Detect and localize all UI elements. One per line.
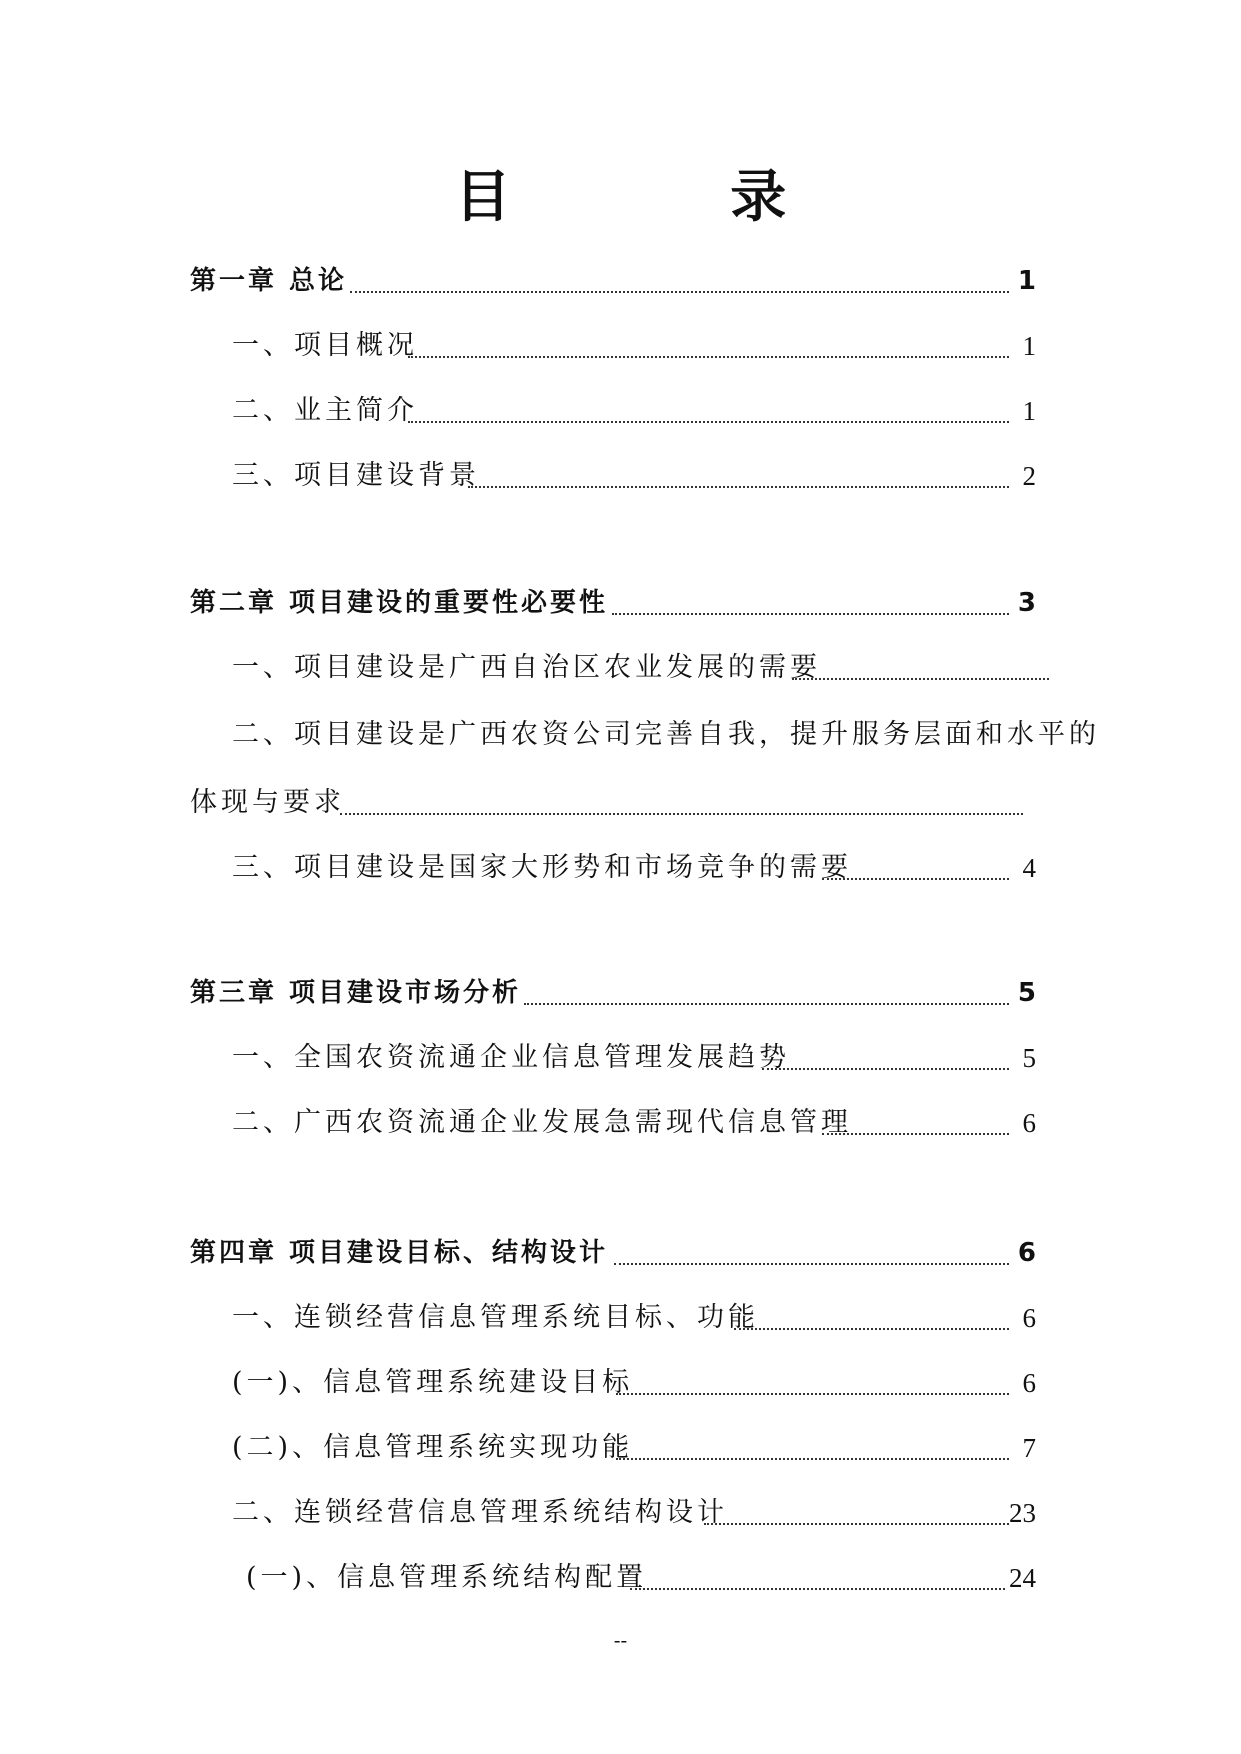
toc-leader xyxy=(630,1588,1005,1590)
toc-entry-chapter-3[interactable] xyxy=(0,970,1241,1010)
toc-entry[interactable] xyxy=(0,1360,1241,1400)
toc-entry-label: 三、项目建设背景 xyxy=(232,460,480,491)
toc-entry-label: 一、全国农资流通企业信息管理发展趋势 xyxy=(232,1042,790,1073)
toc-entry-page: 6 xyxy=(1022,1303,1036,1333)
toc-leader xyxy=(468,486,1009,488)
toc-entry-label: 第一章 总论 xyxy=(190,266,348,296)
toc-entry-page: 24 xyxy=(1009,1563,1036,1593)
toc-leader xyxy=(524,1003,1009,1005)
toc-leader xyxy=(408,421,1009,423)
toc-entry-label: (一)、信息管理系统结构配置 xyxy=(246,1562,648,1593)
toc-entry[interactable] xyxy=(0,388,1241,428)
toc-entry[interactable] xyxy=(0,645,1241,685)
toc-entry-label[interactable]: 二、项目建设是广西农资公司完善自我，提升服务层面和水平的 xyxy=(232,719,1100,750)
toc-entry-chapter-1[interactable] xyxy=(0,258,1241,298)
toc-entry[interactable] xyxy=(0,780,1241,820)
toc-leader xyxy=(762,1068,1009,1070)
toc-entry-label: 第四章 项目建设目标、结构设计 xyxy=(190,1238,609,1268)
toc-entry[interactable] xyxy=(0,453,1241,493)
toc-entry-label: 三、项目建设是国家大形势和市场竞争的需要 xyxy=(232,852,852,883)
toc-entry-page: 4 xyxy=(1022,853,1036,883)
toc-entry[interactable] xyxy=(0,1555,1241,1595)
toc-entry[interactable] xyxy=(0,1490,1241,1530)
toc-entry-page: 5 xyxy=(1022,1043,1036,1073)
toc-entry-chapter-2[interactable] xyxy=(0,580,1241,620)
toc-entry-label: 二、广西农资流通企业发展急需现代信息管理 xyxy=(232,1107,852,1138)
toc-entry-continuation: 体现与要求 xyxy=(190,787,345,818)
toc-leader xyxy=(408,356,1009,358)
toc-entry[interactable] xyxy=(0,1035,1241,1075)
toc-entry-page: 6 xyxy=(1022,1108,1036,1138)
toc-leader xyxy=(340,813,1023,815)
toc-entry[interactable] xyxy=(0,1100,1241,1140)
toc-entry-page: 2 xyxy=(1022,461,1036,491)
toc-leader xyxy=(616,1393,1009,1395)
toc-entry-label: 第三章 项目建设市场分析 xyxy=(190,978,522,1008)
toc-entry-label: 一、连锁经营信息管理系统目标、功能 xyxy=(232,1302,759,1333)
toc-leader xyxy=(822,878,1009,880)
toc-entry-page: 3 xyxy=(1017,588,1036,618)
toc-entry[interactable] xyxy=(0,1425,1241,1465)
toc-entry[interactable] xyxy=(0,323,1241,363)
toc-entry[interactable] xyxy=(0,1295,1241,1335)
toc-leader xyxy=(350,291,1009,293)
toc-entry-page: 1 xyxy=(1022,396,1036,426)
toc-entry-label: (一)、信息管理系统建设目标 xyxy=(232,1367,634,1398)
toc-title: 目 录 xyxy=(454,165,887,230)
toc-leader xyxy=(612,613,1009,615)
toc-entry-page: 7 xyxy=(1022,1433,1036,1463)
toc-leader xyxy=(614,1263,1009,1265)
toc-leader xyxy=(734,1328,1009,1330)
toc-entry-page: 6 xyxy=(1022,1368,1036,1398)
toc-entry-page: 1 xyxy=(1022,331,1036,361)
page-footer: -- xyxy=(613,1628,628,1652)
toc-entry-label: (二)、信息管理系统实现功能 xyxy=(232,1432,634,1463)
toc-leader xyxy=(704,1523,1009,1525)
toc-entry-page: 6 xyxy=(1017,1238,1036,1268)
toc-leader xyxy=(792,678,1049,680)
toc-entry-page: 5 xyxy=(1017,978,1036,1008)
toc-entry-label: 一、项目概况 xyxy=(232,330,418,361)
toc-entry-page: 23 xyxy=(1009,1498,1036,1528)
toc-entry-label: 二、连锁经营信息管理系统结构设计 xyxy=(232,1497,728,1528)
toc-entry-chapter-4[interactable] xyxy=(0,1230,1241,1270)
toc-entry-label: 二、业主简介 xyxy=(232,395,418,426)
toc-leader xyxy=(616,1458,1009,1460)
toc-leader xyxy=(822,1133,1009,1135)
toc-entry-label: 第二章 项目建设的重要性必要性 xyxy=(190,588,609,618)
toc-entry-page: 1 xyxy=(1017,266,1036,296)
toc-entry-label: 一、项目建设是广西自治区农业发展的需要 xyxy=(232,652,821,683)
toc-entry[interactable] xyxy=(0,845,1241,885)
